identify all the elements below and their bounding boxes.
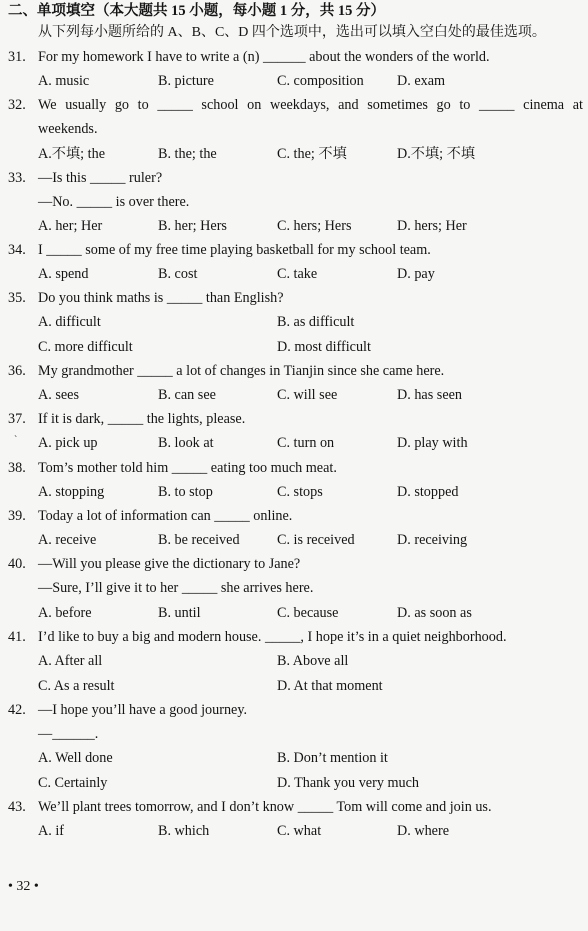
- option-b: B. the; the: [158, 146, 217, 162]
- question-text: We usually go to _____ school on weekdays, and sometimes go to _____ cinema at: [38, 97, 583, 113]
- option-d: D. receiving: [397, 532, 468, 548]
- question-number: 43.: [8, 799, 26, 815]
- option-d: D. At that moment: [277, 678, 383, 694]
- option-a: A. pick up: [38, 435, 98, 451]
- question-text-continued: —Sure, I’ll give it to her _____ she arrives here.: [38, 580, 314, 596]
- question-text: —Will you please give the dictionary to Jane?: [38, 556, 301, 572]
- option-c: C. will see: [277, 387, 338, 403]
- option-c: C. is received: [277, 532, 355, 548]
- option-a: A. her; Her: [38, 218, 103, 234]
- option-c: C. As a result: [38, 678, 115, 694]
- option-b: B. be received: [158, 532, 240, 548]
- question-number: 40.: [8, 556, 26, 572]
- option-a: A. receive: [38, 532, 97, 548]
- option-c: C. Certainly: [38, 775, 108, 791]
- option-b: B. as difficult: [277, 314, 355, 330]
- question-number: 38.: [8, 460, 26, 476]
- question-number: 42.: [8, 702, 26, 718]
- question-number: 35.: [8, 290, 26, 306]
- question-text: —Is this _____ ruler?: [38, 170, 163, 186]
- stray-mark: `: [14, 435, 18, 446]
- option-b: B. look at: [158, 435, 214, 451]
- option-c: C. hers; Hers: [277, 218, 352, 234]
- question-number: 32.: [8, 97, 26, 113]
- question-text: I’d like to buy a big and modern house. _____, I hope it’s in a quiet neighborhood.: [38, 629, 507, 645]
- option-d: D. has seen: [397, 387, 463, 403]
- question-number: 33.: [8, 170, 26, 186]
- option-a: A. After all: [38, 653, 103, 669]
- option-d: D.不填; 不填: [397, 146, 476, 162]
- option-c: C. more difficult: [38, 339, 133, 355]
- question-text: For my homework I have to write a (n) ______ about the wonders of the world.: [38, 49, 490, 65]
- option-a: A.不填; the: [38, 146, 105, 162]
- question-number: 37.: [8, 411, 26, 427]
- section-title: 二、单项填空（本大题共 15 小题，每小题 1 分，共 15 分）: [8, 3, 385, 19]
- question-text: Today a lot of information can _____ online.: [38, 508, 293, 524]
- option-b: B. can see: [158, 387, 216, 403]
- option-a: A. Well done: [38, 750, 113, 766]
- option-d: D. hers; Her: [397, 218, 467, 234]
- question-number: 34.: [8, 242, 26, 258]
- option-d: D. exam: [397, 73, 446, 89]
- option-c: C. turn on: [277, 435, 335, 451]
- option-b: B. Above all: [277, 653, 349, 669]
- question-number: 41.: [8, 629, 26, 645]
- option-d: D. pay: [397, 266, 435, 282]
- option-a: A. music: [38, 73, 90, 89]
- question-text: —I hope you’ll have a good journey.: [38, 702, 248, 718]
- question-text: We’ll plant trees tomorrow, and I don’t know _____ Tom will come and join us.: [38, 799, 492, 815]
- question-text-continued: —______.: [38, 726, 99, 742]
- question-text: Do you think maths is _____ than English?: [38, 290, 284, 306]
- option-b: B. until: [158, 605, 201, 621]
- question-number: 31.: [8, 49, 26, 65]
- option-c: C. because: [277, 605, 339, 621]
- option-a: A. sees: [38, 387, 79, 403]
- option-b: B. Don’t mention it: [277, 750, 388, 766]
- question-text: My grandmother _____ a lot of changes in Tianjin since she came here.: [38, 363, 445, 379]
- option-a: A. if: [38, 823, 65, 839]
- option-b: B. which: [158, 823, 210, 839]
- option-d: D. most difficult: [277, 339, 371, 355]
- question-text: If it is dark, _____ the lights, please.: [38, 411, 246, 427]
- question-text: I _____ some of my free time playing basketball for my school team.: [38, 242, 431, 258]
- question-text-continued: —No. _____ is over there.: [38, 194, 190, 210]
- option-b: B. her; Hers: [158, 218, 227, 234]
- page-number: • 32 •: [8, 879, 39, 894]
- question-number: 39.: [8, 508, 26, 524]
- option-a: A. spend: [38, 266, 89, 282]
- question-text: Tom’s mother told him _____ eating too much meat.: [38, 460, 337, 476]
- option-d: D. stopped: [397, 484, 459, 500]
- option-c: C. what: [277, 823, 322, 839]
- option-a: A. stopping: [38, 484, 105, 500]
- option-d: D. as soon as: [397, 605, 472, 621]
- question-text-continued: weekends.: [38, 121, 98, 137]
- option-c: C. the; 不填: [277, 146, 347, 162]
- option-c: C. take: [277, 266, 318, 282]
- option-a: A. difficult: [38, 314, 101, 330]
- option-b: B. to stop: [158, 484, 213, 500]
- option-b: B. picture: [158, 73, 214, 89]
- option-b: B. cost: [158, 266, 198, 282]
- option-c: C. stops: [277, 484, 323, 500]
- option-a: A. before: [38, 605, 92, 621]
- option-d: D. play with: [397, 435, 468, 451]
- option-c: C. composition: [277, 73, 364, 89]
- section-instruction: 从下列每小题所给的 A、B、C、D 四个选项中，选出可以填入空白处的最佳选项。: [38, 25, 546, 40]
- option-d: D. where: [397, 823, 449, 839]
- question-number: 36.: [8, 363, 26, 379]
- option-d: D. Thank you very much: [277, 775, 419, 791]
